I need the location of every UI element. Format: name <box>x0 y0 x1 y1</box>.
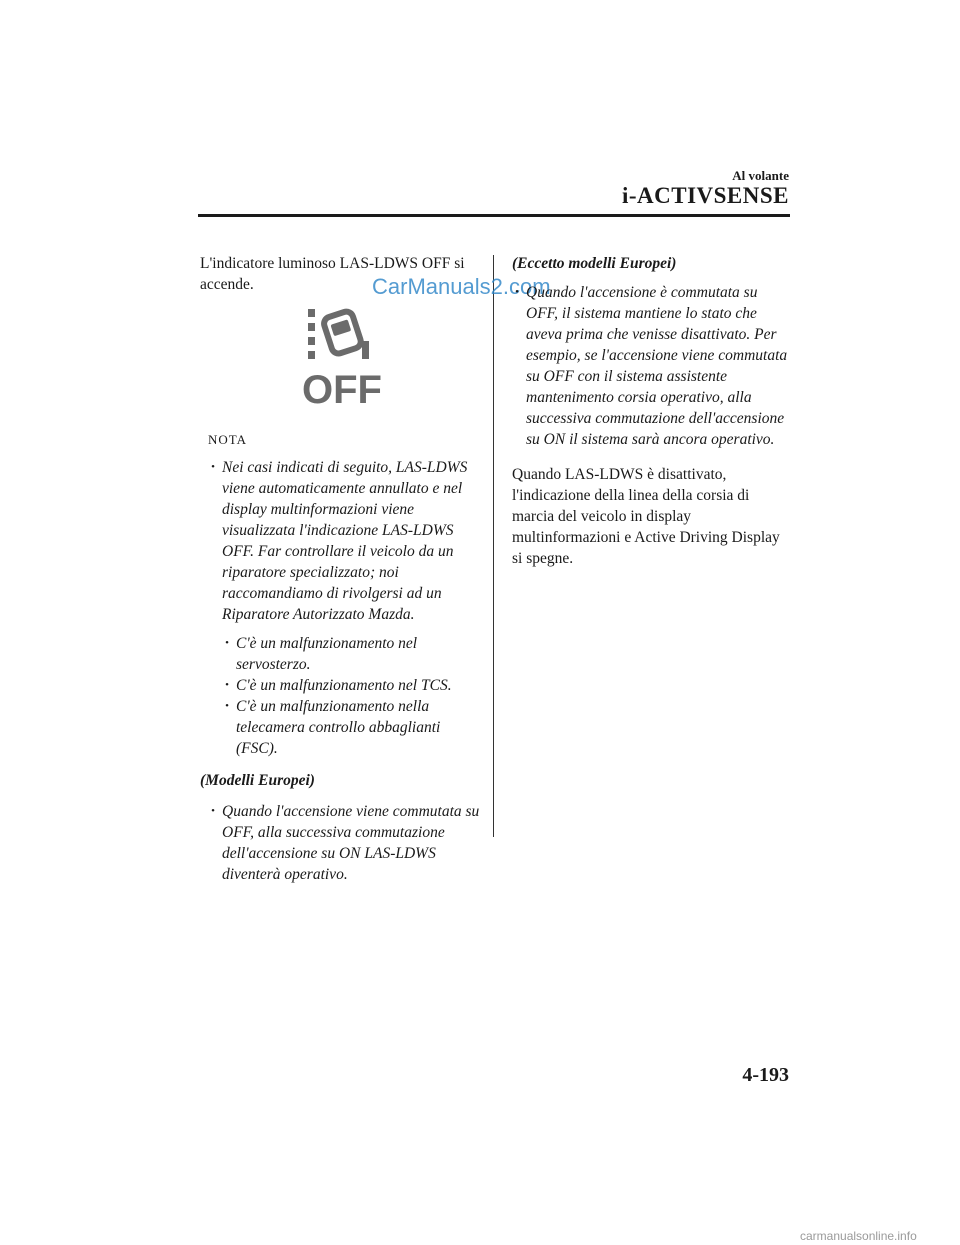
non-eu-heading: (Eccetto modelli Europei) <box>512 255 677 272</box>
note-title: NOTA <box>208 432 248 447</box>
right-column <box>512 253 792 569</box>
right-body-text: Quando LAS-LDWS è disattivato, l'indicazione della linea della corsia di marcia del veicolo in display multinformazioni e Active Driving Display si spegne. <box>512 466 780 567</box>
intro-text: L'indicatore luminoso LAS-LDWS OFF si accende. <box>200 255 465 293</box>
note-text: • Nei casi indicati di seguito, LAS-LDWS viene automaticamente annullato e nel display multinformazioni viene visualizzata l'indicazione LAS-LDWS OFF. Far controllare il veicolo da un riparatore specializzato; noi raccomandiamo di rivolgersi ad un Riparatore Autorizzato Mazda. <box>208 457 482 625</box>
eu-text: • Quando l'accensione viene commutata su OFF, alla successiva commutazione dell'accensione su ON LAS-LDWS diventerà operativo. <box>208 801 482 885</box>
eu-heading: (Modelli Europei) <box>200 772 315 789</box>
icon-label: OFF <box>302 368 382 407</box>
watermark-logo[interactable]: CarManuals2.com <box>372 274 551 299</box>
non-eu-text: • Quando l'accensione è commutata su OFF, il sistema mantiene lo stato che aveva prima che venisse disattivato. Per esempio, se l'accensione viene commutata su OFF con il sistema assistente mantenimento corsia operativo, alla successiva commutazione dell'accensione su ON il sistema sarà ancora operativo. <box>512 282 792 450</box>
section-title: i-ACTIVSENSE <box>621 183 789 208</box>
left-column <box>200 253 482 885</box>
las-ldws-off-icon <box>296 307 388 407</box>
list-item: • C'è un malfunzionamento nel servosterzo. <box>222 633 482 675</box>
header-rule <box>198 214 790 217</box>
list-item: • C'è un malfunzionamento nel TCS. <box>222 675 482 696</box>
section-name: Al volante <box>732 168 789 183</box>
list-item: • C'è un malfunzionamento nella telecamera controllo abbaglianti (FSC). <box>222 696 482 759</box>
page-number: 4-193 <box>742 1064 789 1086</box>
footer-link[interactable]: carmanualsonline.info <box>800 1229 917 1243</box>
column-divider <box>493 255 494 837</box>
sub-list <box>200 633 482 759</box>
